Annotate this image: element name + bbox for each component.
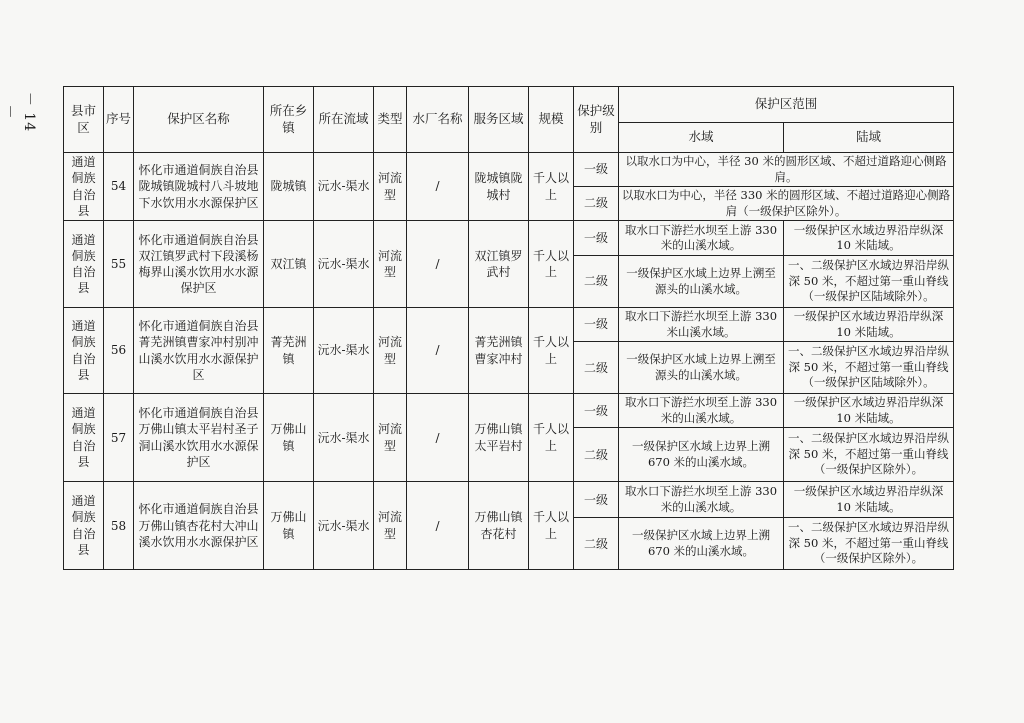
service-cell: 双江镇罗武村 [469, 221, 529, 308]
town-cell: 菁芜洲镇 [264, 308, 314, 394]
town-cell: 双江镇 [264, 221, 314, 308]
scale-cell: 千人以上 [529, 394, 574, 482]
header-level: 保护级别 [574, 87, 619, 153]
basin-cell: 沅水-渠水 [314, 482, 374, 570]
basin-cell: 沅水-渠水 [314, 394, 374, 482]
seq-cell: 55 [104, 221, 134, 308]
water-cell: 一级保护区水域上边界上溯至源头的山溪水域。 [619, 342, 784, 394]
header-range: 保护区范围 [619, 87, 954, 123]
range-merged-cell: 以取水口为中心，半径 330 米的圆形区域、不超过道路迎心侧路肩（一级保护区除外）。 [619, 187, 954, 221]
land-cell: 一级保护区水域边界沿岸纵深 10 米陆域。 [784, 308, 954, 342]
water-cell: 一级保护区水域上边界上溯 670 米的山溪水域。 [619, 518, 784, 570]
service-cell: 菁芜洲镇曹家冲村 [469, 308, 529, 394]
protection-zone-table [63, 86, 954, 570]
basin-cell: 沅水-渠水 [314, 308, 374, 394]
water-cell: 取水口下游拦水坝至上游 330 米山溪水域。 [619, 308, 784, 342]
name-cell: 怀化市通道侗族自治县陇城镇陇城村八斗坡地下水饮用水水源保护区 [134, 153, 264, 221]
table-row [64, 394, 954, 428]
water-cell: 取水口下游拦水坝至上游 330 米的山溪水域。 [619, 221, 784, 256]
service-cell: 万佛山镇杏花村 [469, 482, 529, 570]
header-name: 保护区名称 [134, 87, 264, 153]
header-type: 类型 [374, 87, 407, 153]
county-cell: 通道侗族自治县 [64, 153, 104, 221]
service-cell: 陇城镇陇城村 [469, 153, 529, 221]
town-cell: 陇城镇 [264, 153, 314, 221]
water-cell: 取水口下游拦水坝至上游 330 米的山溪水域。 [619, 394, 784, 428]
name-cell: 怀化市通道侗族自治县菁芜洲镇曹家冲村别冲山溪水饮用水水源保护区 [134, 308, 264, 394]
header-basin: 所在流域 [314, 87, 374, 153]
county-cell: 通道侗族自治县 [64, 394, 104, 482]
range-merged-cell: 以取水口为中心，半径 30 米的圆形区域、不超过道路迎心侧路肩。 [619, 153, 954, 187]
type-cell: 河流型 [374, 153, 407, 221]
header-seq: 序号 [104, 87, 134, 153]
table-row [64, 482, 954, 518]
header-plant: 水厂名称 [407, 87, 469, 153]
seq-cell: 57 [104, 394, 134, 482]
header-town: 所在乡镇 [264, 87, 314, 153]
land-cell: 一、二级保护区水域边界沿岸纵深 50 米，不超过第一重山脊线（一级保护区陆域除外）。 [784, 256, 954, 308]
header-water: 水域 [619, 123, 784, 153]
seq-cell: 54 [104, 153, 134, 221]
basin-cell: 沅水-渠水 [314, 153, 374, 221]
county-cell: 通道侗族自治县 [64, 308, 104, 394]
level-cell: 一级 [574, 482, 619, 518]
level-cell: 二级 [574, 187, 619, 221]
seq-cell: 56 [104, 308, 134, 394]
county-cell: 通道侗族自治县 [64, 221, 104, 308]
plant-cell: / [407, 153, 469, 221]
basin-cell: 沅水-渠水 [314, 221, 374, 308]
table-row [64, 308, 954, 342]
header-scale: 规模 [529, 87, 574, 153]
type-cell: 河流型 [374, 221, 407, 308]
page-number-text: － 14 － [1, 91, 37, 133]
level-cell: 二级 [574, 428, 619, 482]
land-cell: 一、二级保护区水域边界沿岸纵深 50 米，不超过第一重山脊线（一级保护区陆域除外）。 [784, 342, 954, 394]
land-cell: 一、二级保护区水域边界沿岸纵深 50 米，不超过第一重山脊线（一级保护区除外）。 [784, 428, 954, 482]
land-cell: 一级保护区水域边界沿岸纵深 10 米陆域。 [784, 394, 954, 428]
table-row [64, 153, 954, 187]
type-cell: 河流型 [374, 394, 407, 482]
land-cell: 一级保护区水域边界沿岸纵深 10 米陆域。 [784, 482, 954, 518]
scale-cell: 千人以上 [529, 308, 574, 394]
type-cell: 河流型 [374, 482, 407, 570]
land-cell: 一、二级保护区水域边界沿岸纵深 50 米，不超过第一重山脊线（一级保护区除外）。 [784, 518, 954, 570]
header-land: 陆域 [784, 123, 954, 153]
scale-cell: 千人以上 [529, 482, 574, 570]
table-row [64, 221, 954, 256]
service-cell: 万佛山镇太平岩村 [469, 394, 529, 482]
water-cell: 一级保护区水域上边界上溯至源头的山溪水域。 [619, 256, 784, 308]
county-cell: 通道侗族自治县 [64, 482, 104, 570]
scale-cell: 千人以上 [529, 153, 574, 221]
water-cell: 取水口下游拦水坝至上游 330 米的山溪水域。 [619, 482, 784, 518]
name-cell: 怀化市通道侗族自治县双江镇罗武村下段溪杨梅界山溪水饮用水水源保护区 [134, 221, 264, 308]
land-cell: 一级保护区水域边界沿岸纵深 10 米陆域。 [784, 221, 954, 256]
type-cell: 河流型 [374, 308, 407, 394]
plant-cell: / [407, 308, 469, 394]
header-county: 县市区 [64, 87, 104, 153]
water-cell: 一级保护区水域上边界上溯 670 米的山溪水域。 [619, 428, 784, 482]
level-cell: 一级 [574, 394, 619, 428]
level-cell: 二级 [574, 518, 619, 570]
town-cell: 万佛山镇 [264, 394, 314, 482]
level-cell: 一级 [574, 153, 619, 187]
plant-cell: / [407, 482, 469, 570]
town-cell: 万佛山镇 [264, 482, 314, 570]
plant-cell: / [407, 394, 469, 482]
page-number [1, 70, 50, 140]
plant-cell: / [407, 221, 469, 308]
header-service: 服务区域 [469, 87, 529, 153]
scale-cell: 千人以上 [529, 221, 574, 308]
seq-cell: 58 [104, 482, 134, 570]
level-cell: 二级 [574, 256, 619, 308]
name-cell: 怀化市通道侗族自治县万佛山镇太平岩村圣子洞山溪水饮用水水源保护区 [134, 394, 264, 482]
name-cell: 怀化市通道侗族自治县万佛山镇杏花村大冲山溪水饮用水水源保护区 [134, 482, 264, 570]
level-cell: 一级 [574, 308, 619, 342]
level-cell: 二级 [574, 342, 619, 394]
level-cell: 一级 [574, 221, 619, 256]
